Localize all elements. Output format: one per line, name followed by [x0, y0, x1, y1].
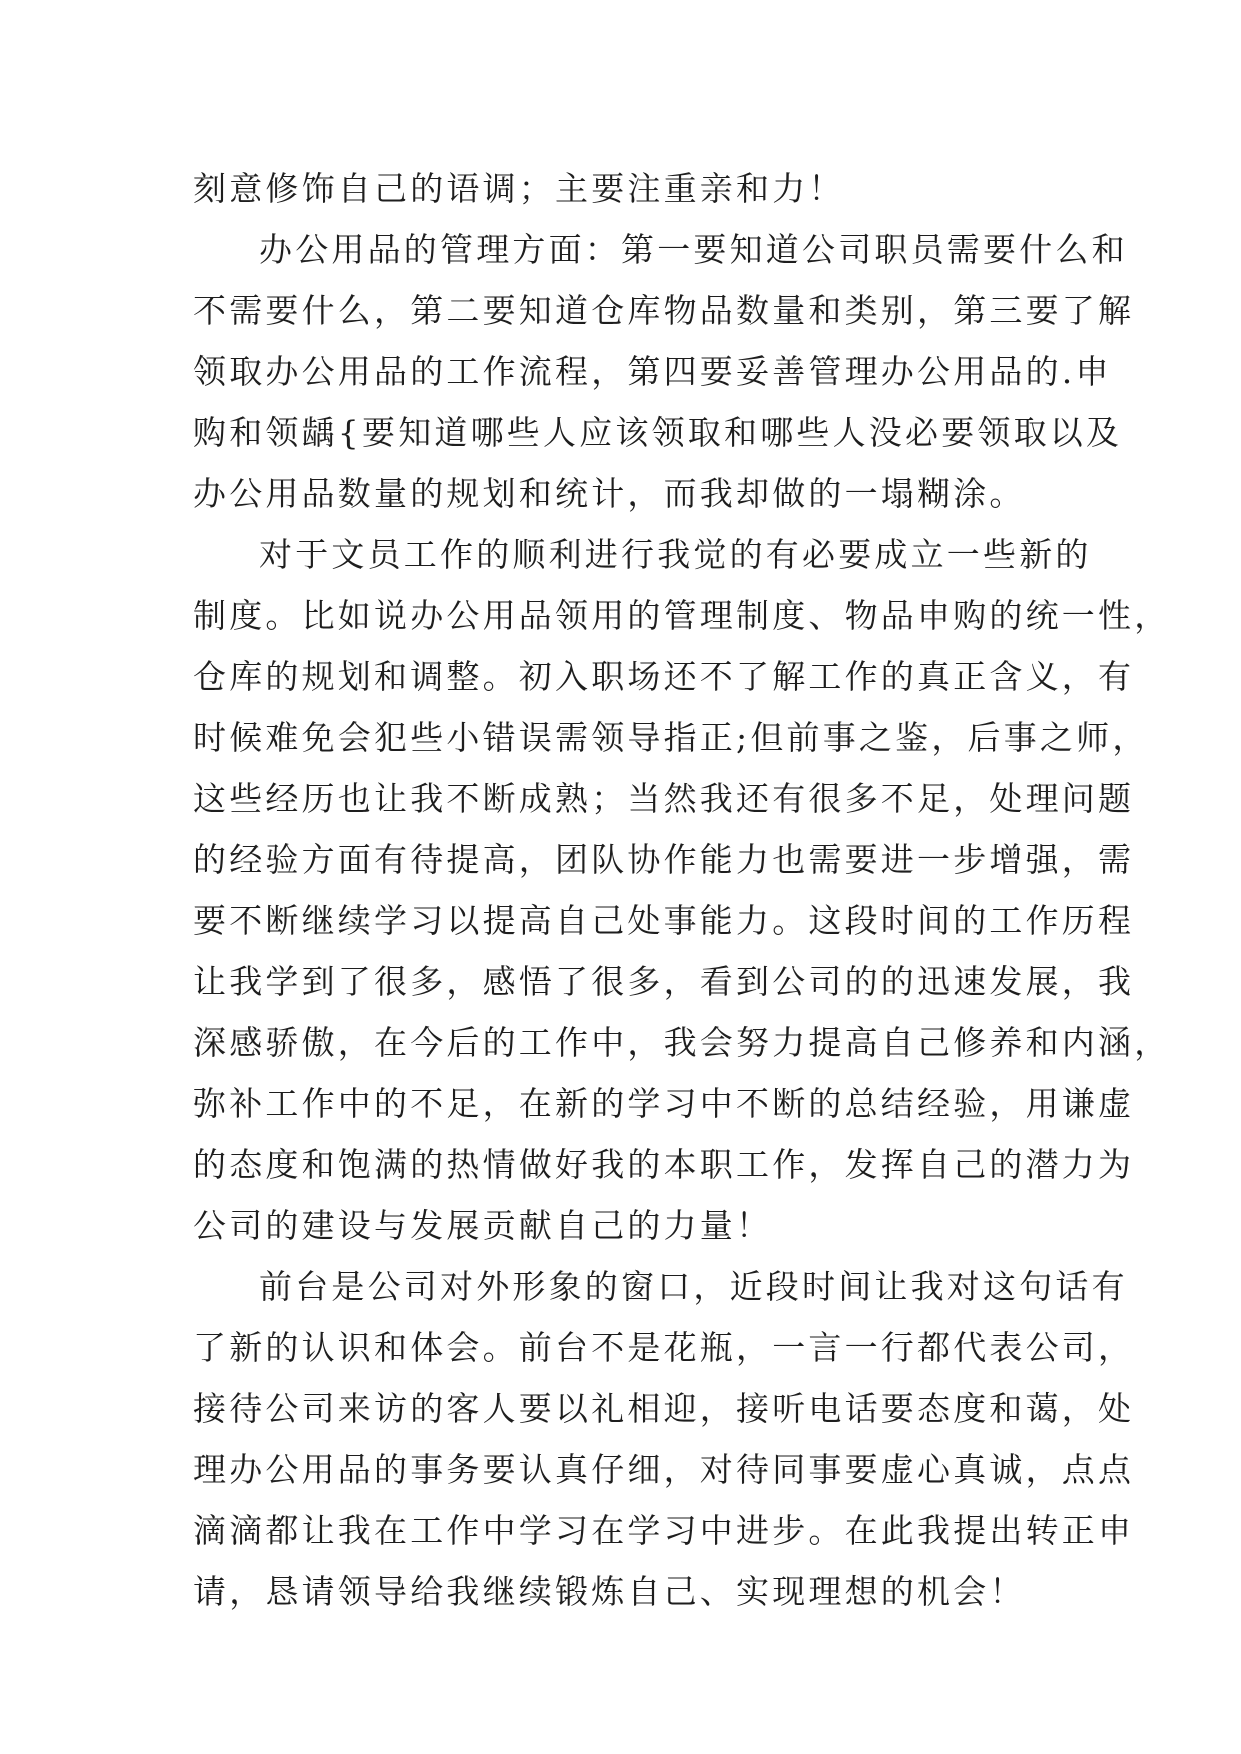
text-line: 公司的建设与发展贡献自己的力量！	[193, 1206, 773, 1245]
text-line: 购和领龋{要知道哪些人应该领取和哪些人没必要领取以及	[193, 413, 1123, 452]
text-line: 的态度和饱满的热情做好我的本职工作，发挥自己的潜力为	[193, 1145, 1135, 1184]
paragraph	[193, 524, 1171, 1256]
text-line: 深感骄傲，在今后的工作中，我会努力提高自己修养和内涵，	[193, 1023, 1171, 1062]
text-line: 不需要什么，第二要知道仓库物品数量和类别，第三要了解	[193, 291, 1135, 330]
text-line: 要不断继续学习以提高自己处事能力。这段时间的工作历程	[193, 901, 1135, 940]
text-line: 领取办公用品的工作流程，第四要妥善管理办公用品的.申	[193, 352, 1112, 391]
text-line: 办公用品的管理方面：第一要知道公司职员需要什么和	[259, 230, 1128, 269]
text-line: 的经验方面有待提高，团队协作能力也需要进一步增强，需	[193, 840, 1135, 879]
text-line: 仓库的规划和调整。初入职场还不了解工作的真正含义，有	[193, 657, 1135, 696]
text-line: 理办公用品的事务要认真仔细，对待同事要虚心真诚，点点	[193, 1450, 1135, 1489]
text-line: 了新的认识和体会。前台不是花瓶，一言一行都代表公司，	[193, 1328, 1135, 1367]
text-line: 让我学到了很多，感悟了很多，看到公司的的迅速发展，我	[193, 962, 1135, 1001]
text-line: 这些经历也让我不断成熟；当然我还有很多不足，处理问题	[193, 779, 1135, 818]
text-line: 弥补工作中的不足，在新的学习中不断的总结经验，用谦虚	[193, 1084, 1135, 1123]
text-line: 接待公司来访的客人要以礼相迎，接听电话要态度和蔼，处	[193, 1389, 1135, 1428]
paragraph	[193, 219, 1135, 524]
text-line: 前台是公司对外形象的窗口，近段时间让我对这句话有	[259, 1267, 1128, 1306]
text-line: 办公用品数量的规划和统计，而我却做的一塌糊涂。	[193, 474, 1026, 513]
document-body	[193, 158, 1171, 1622]
paragraph	[193, 158, 1053, 219]
paragraph	[193, 1256, 1135, 1622]
text-line: 请，恳请领导给我继续锻炼自己、实现理想的机会！	[193, 1572, 1026, 1611]
text-line: 时候难免会犯些小错误需领导指正;但前事之鉴，后事之师，	[193, 718, 1149, 757]
text-line: 对于文员工作的顺利进行我觉的有必要成立一些新的	[259, 535, 1092, 574]
text-line: 刻意修饰自己的语调；主要注重亲和力！	[193, 169, 845, 208]
text-line: 滴滴都让我在工作中学习在学习中进步。在此我提出转正申	[193, 1511, 1135, 1550]
text-line: 制度。比如说办公用品领用的管理制度、物品申购的统一性，	[193, 596, 1171, 635]
